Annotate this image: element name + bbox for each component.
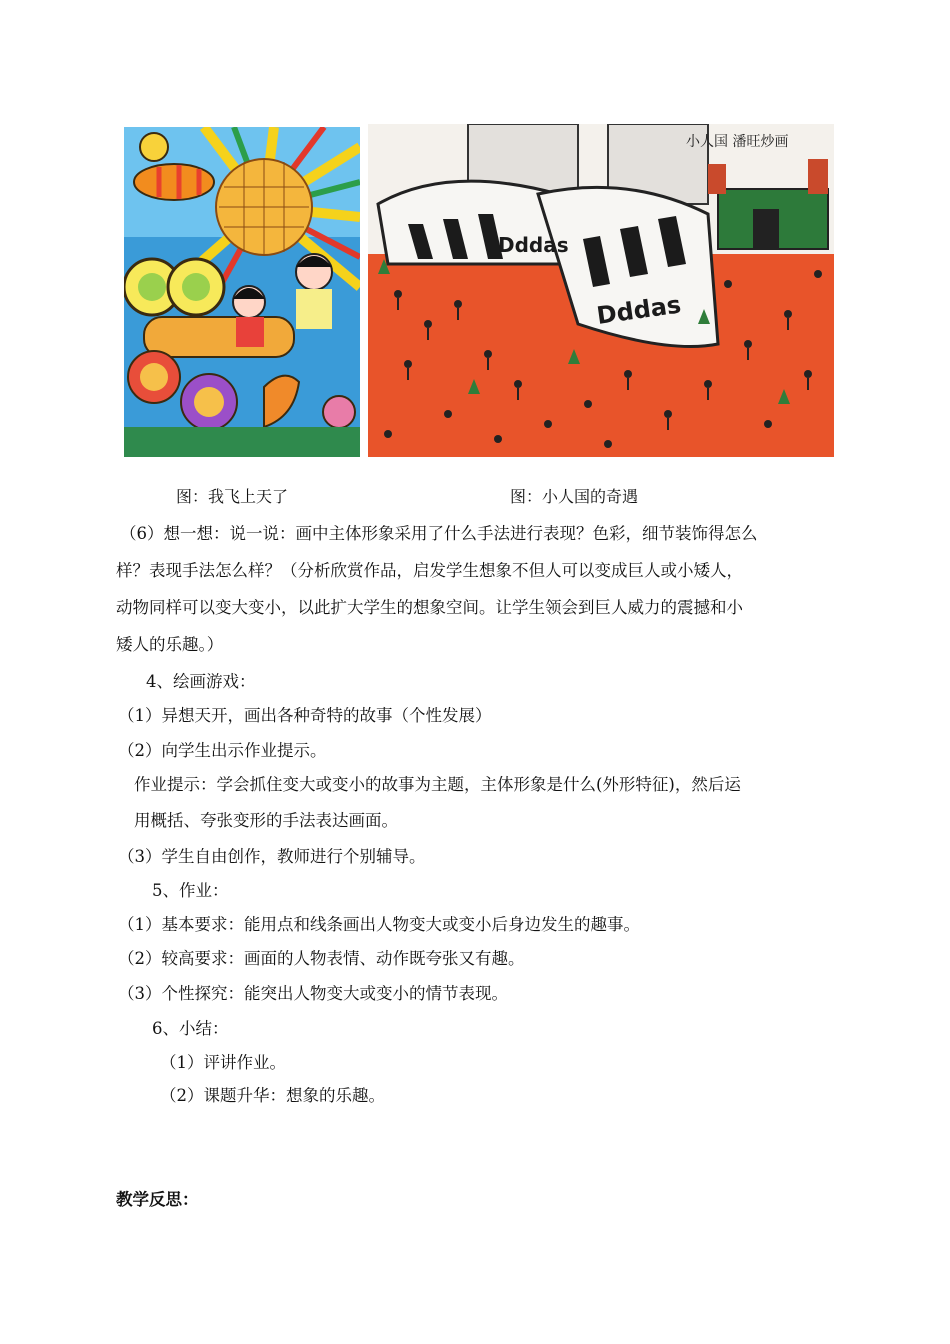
section6-line2: 样？表现手法怎么样？（分析欣赏作品，启发学生想象不但人可以变成巨人或小矮人， xyxy=(116,561,743,580)
step4-heading: 4、绘画游戏： xyxy=(146,672,256,691)
caption-left: 图：我飞上天了 xyxy=(176,487,289,506)
step4-item2: （2）向学生出示作业提示。 xyxy=(118,741,327,760)
step5-item1: （1）基本要求：能用点和线条画出人物变大或变小后身边发生的趣事。 xyxy=(118,915,640,934)
step4-tip-line1: 作业提示：学会抓住变大或变小的故事为主题，主体形象是什么(外形特征)，然后运 xyxy=(134,775,741,794)
step4-item3: （3）学生自由创作，教师进行个别辅导。 xyxy=(118,847,426,866)
section6-line4: 矮人的乐趣。） xyxy=(116,635,224,654)
step6-item1: （1）评讲作业。 xyxy=(160,1053,286,1072)
shoe-text-left: Dddas xyxy=(498,233,569,257)
caption-right: 图：小人国的奇遇 xyxy=(510,487,639,506)
painting-flying-to-sky xyxy=(124,127,360,457)
section6-line3: 动物同样可以变大变小，以此扩大学生的想象空间。让学生领会到巨人威力的震撼和小 xyxy=(116,598,743,617)
step6-heading: 6、小结： xyxy=(152,1019,229,1038)
reflection-heading: 教学反思： xyxy=(116,1190,199,1209)
step4-tip-line2: 用概括、夸张变形的手法表达画面。 xyxy=(134,811,398,830)
step5-item3: （3）个性探究：能突出人物变大或变小的情节表现。 xyxy=(118,984,508,1003)
shoe-text-right: Dddas xyxy=(594,290,683,330)
artwork-signature: 小人国 潘旺炒画 xyxy=(686,134,789,150)
step4-item1: （1）异想天开，画出各种奇特的故事（个性发展） xyxy=(118,706,492,725)
step5-item2: （2）较高要求：画面的人物表情、动作既夸张又有趣。 xyxy=(118,949,525,968)
step6-item2: （2）课题升华：想象的乐趣。 xyxy=(160,1086,385,1105)
step5-heading: 5、作业： xyxy=(152,881,229,900)
painting-lilliput-adventure xyxy=(368,124,834,457)
section6-line1: （6）想一想：说一说：画中主体形象采用了什么手法进行表现？色彩，细节装饰得怎么 xyxy=(120,524,758,543)
